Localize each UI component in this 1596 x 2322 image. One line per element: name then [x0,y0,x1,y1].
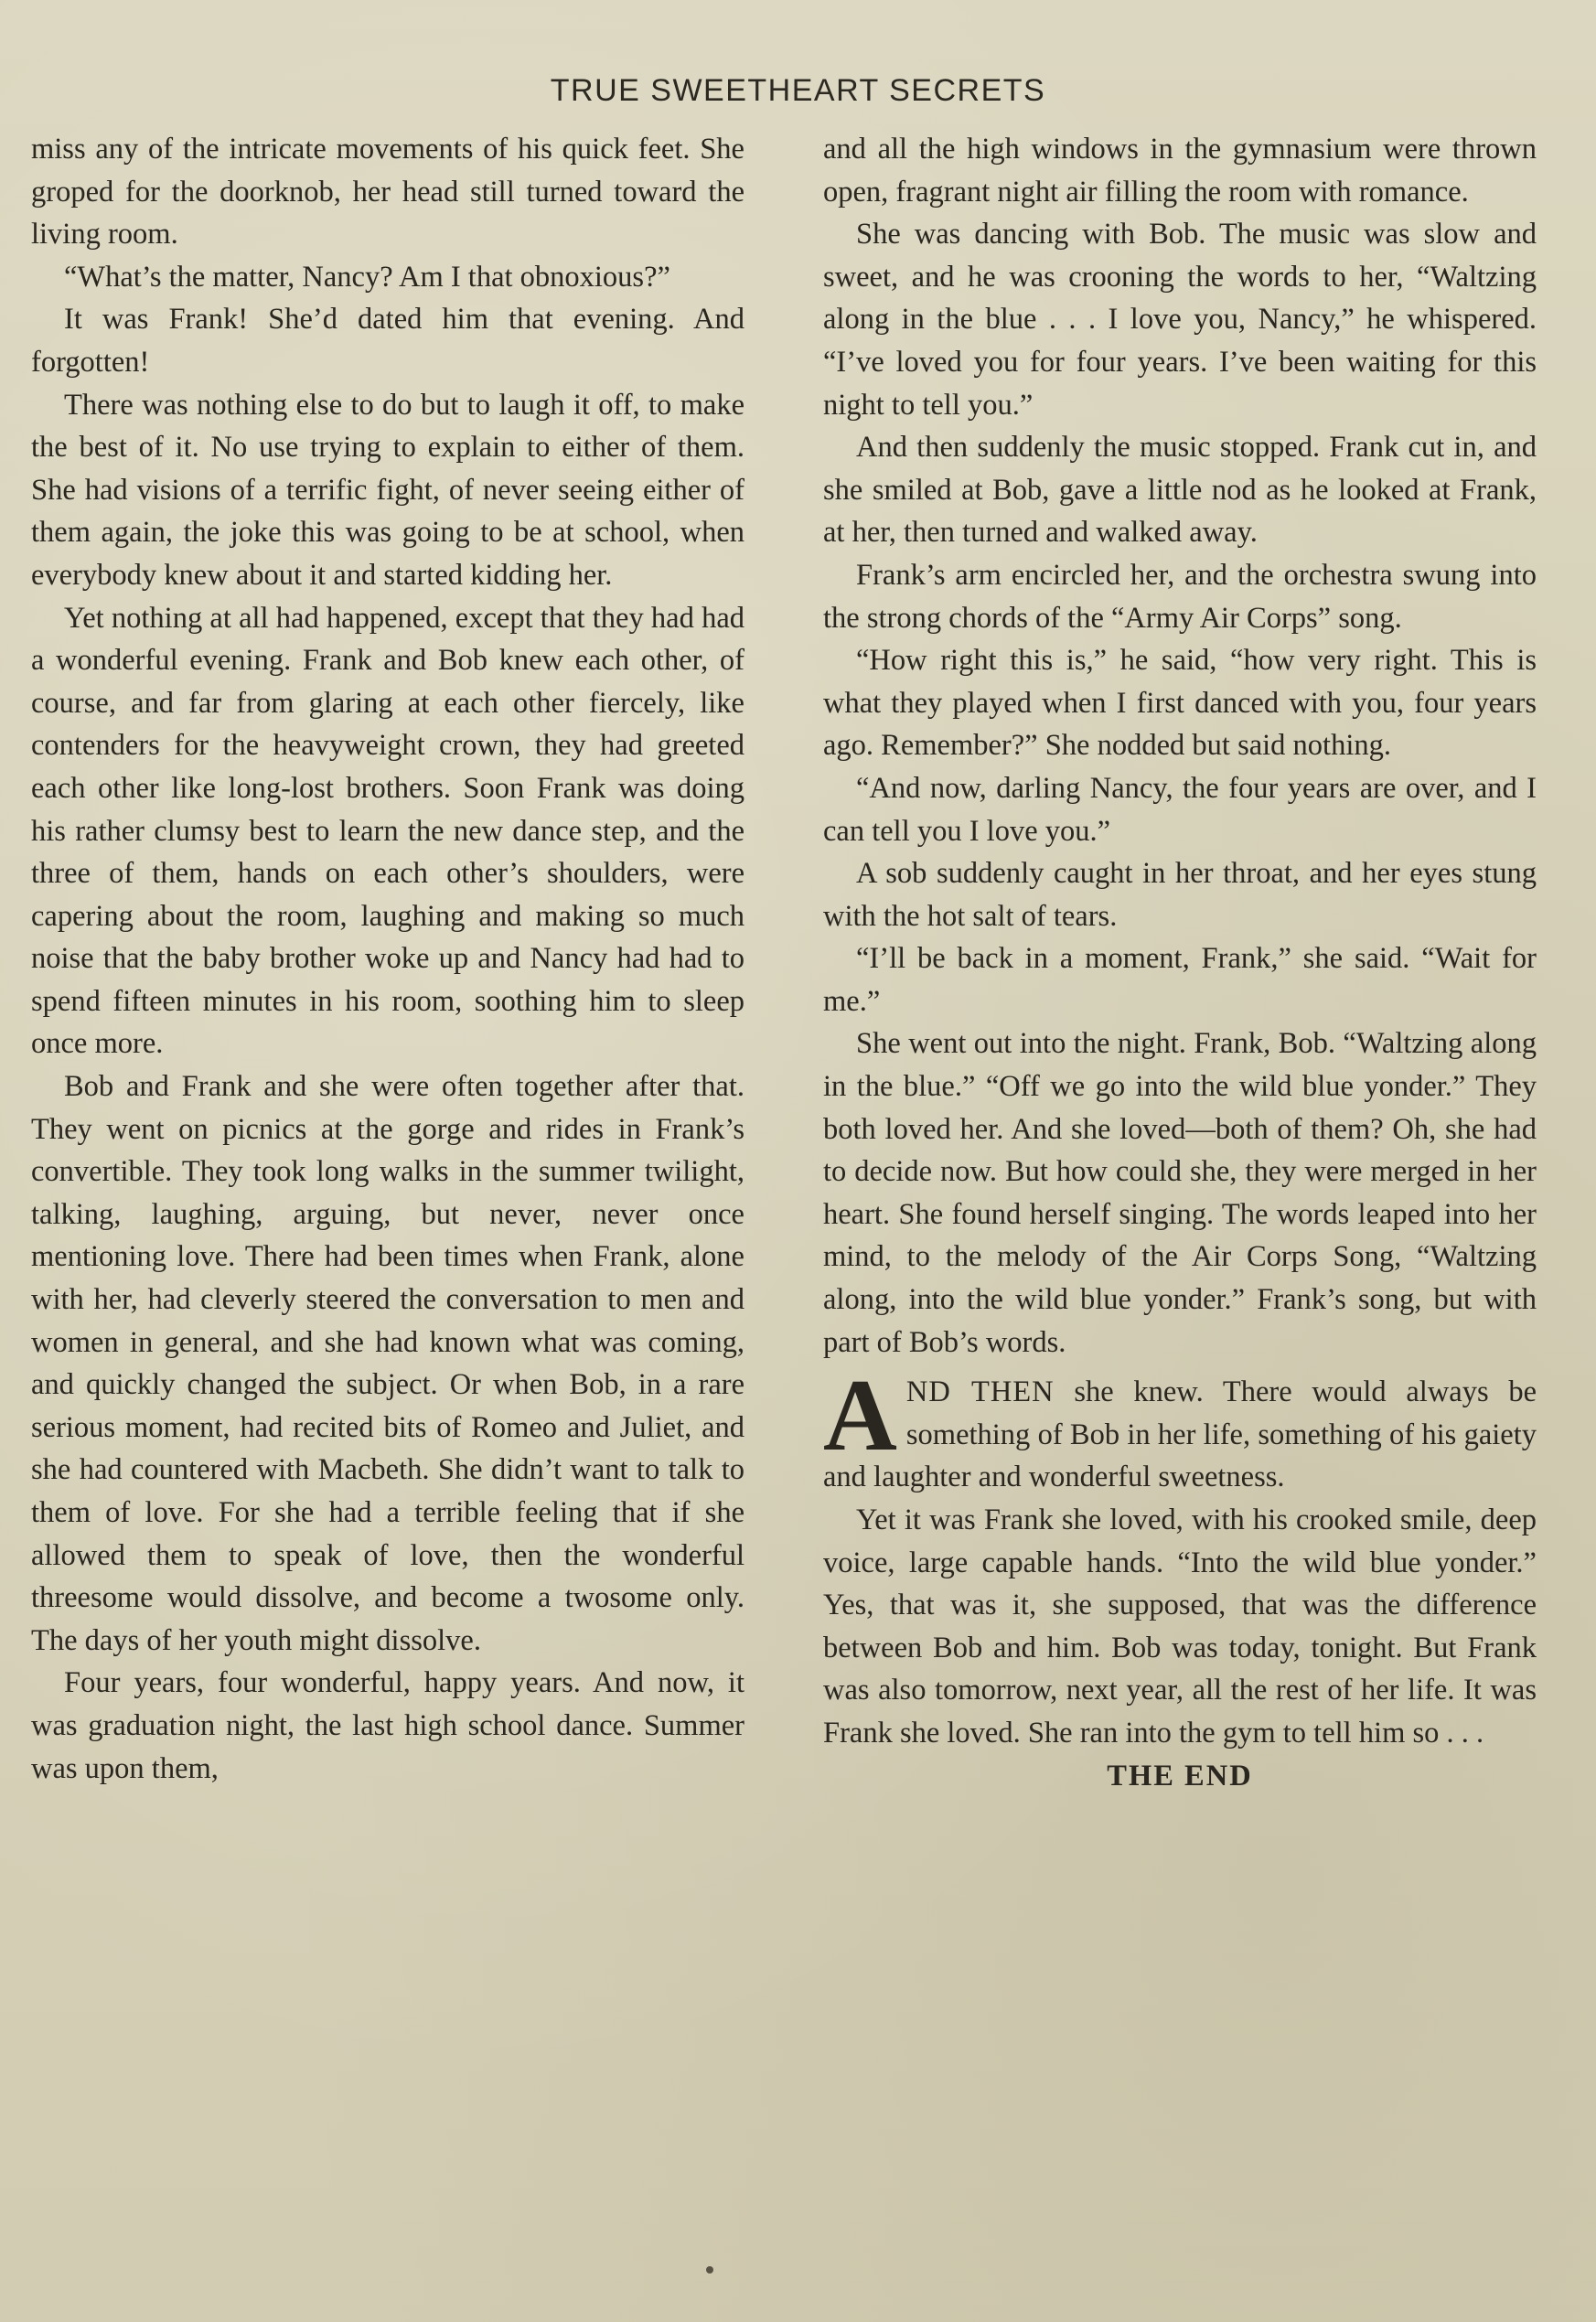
paragraph: Frank’s arm encircled her, and the orchestra swung into the strong chords of the “Army Air Corps” song. [823,558,1537,635]
paragraph: Yet nothing at all had happened, except that they had had a wonderful evening. Frank and Bob knew each other, of course, and far from glaring at each other fiercely, like contenders for the heavyweight crown, they had greeted each other like long-lost brothers. Soon Frank was doing his rather clumsy best to learn the new dance step, and the three of them, hands on each other’s shoulders, were capering about the room, laughing and making so much noise that the baby brother woke up and Nancy had had to spend fifteen minutes in his room, soothing him to sleep once more. [31,601,744,1061]
drop-cap-letter: A [823,1359,897,1473]
paragraph: She was dancing with Bob. The music was slow and sweet, and he was crooning the words to her, “Waltzing along in the blue . . . I love you, Nancy,” he whispered. “I’ve loved you for four years. I’ve been waiting for this night to tell you.” [823,218,1537,422]
paragraph: “I’ll be back in a moment, Frank,” she said. “Wait for me.” [823,942,1537,1018]
paragraph: A sob suddenly caught in her throat, and her eyes stung with the hot salt of tears. [823,857,1537,933]
running-title: TRUE SWEETHEART SECRETS [550,73,1046,108]
paragraph: “What’s the matter, Nancy? Am I that obnoxious?” [64,260,670,294]
paragraph: and all the high windows in the gymnasium were thrown open, fragrant night air filling the room with romance. [823,133,1537,209]
paragraph: There was nothing else to do but to laugh it off, to make the best of it. No use trying to explain to either of them. She had visions of a terrific fight, of never seeing either of them again, the joke this was going to be at school, when everybody knew about it and started kidding her. [31,388,744,592]
paragraph: Four years, four wonderful, happy years. And now, it was graduation night, the last high school dance. Summer was upon them, [31,1666,744,1785]
paragraph: Yet it was Frank she loved, with his crooked smile, deep voice, large capable hands. “Into the wild blue yonder.” Yes, that was it, she supposed, that was the difference between Bob and him. Bob was today, tonight. But Frank was also tomorrow, next year, all the rest of her life. It was Frank she loved. She ran into the gym to tell him so . . . [823,1503,1537,1750]
paragraph: She went out into the night. Frank, Bob. “Waltzing along in the blue.” “Off we go into the wild blue yonder.” They both loved her. And she loved—both of them? Oh, she had to decide now. But how could she, they were merged in her heart. She found herself singing. The words leaped into her mind, to the melody of the Air Corps Song, “Waltzing along, into the wild blue yonder.” Frank’s song, but with part of Bob’s words. [823,1027,1537,1359]
paragraph: “And now, darling Nancy, the four years are over, and I can tell you I love you.” [823,771,1537,848]
paragraph: miss any of the intricate movements of his quick feet. She groped for the doorknob, her head still turned toward the living room. [31,133,744,251]
lead-in-text: ND THEN [905,1375,1055,1409]
dropcap-paragraph [823,1359,1537,1499]
the-end-label: THE END [1107,1759,1253,1792]
paragraph: “How right this is,” he said, “how very right. This is what they played when I first danced with you, four years ago. Remember?” She nodded but said nothing. [823,644,1537,763]
right-column [823,128,1537,1797]
paragraph: Bob and Frank and she were often together after that. They went on picnics at the gorge and rides in Frank’s convertible. They took long walks in the summer twilight, talking, laughing, arguing, but never, never once mentioning love. There had been times when Frank, alone with her, had cleverly steered the conversation to men and women in general, and she had known what was coming, and quickly changed the subject. Or when Bob, in a rare serious moment, had recited bits of Romeo and Juliet, and she had countered with Macbeth. She didn’t want to talk to them of love. For she had a terrible feeling that if she allowed them to speak of love, then the wonderful threesome would dissolve, and become a twosome only. The days of her youth might dissolve. [31,1070,744,1657]
paragraph: And then suddenly the music stopped. Frank cut in, and she smiled at Bob, gave a little nod as he looked at Frank, at her, then turned and walked away. [823,431,1537,550]
paragraph-text: she knew. There would always be something of Bob in her life, something of his gaiety and laughter and wonderful sweetness. [823,1375,1537,1494]
print-speck [706,2266,713,2274]
paragraph: It was Frank! She’d dated him that evening. And forgotten! [31,303,744,379]
left-column [31,128,744,1790]
